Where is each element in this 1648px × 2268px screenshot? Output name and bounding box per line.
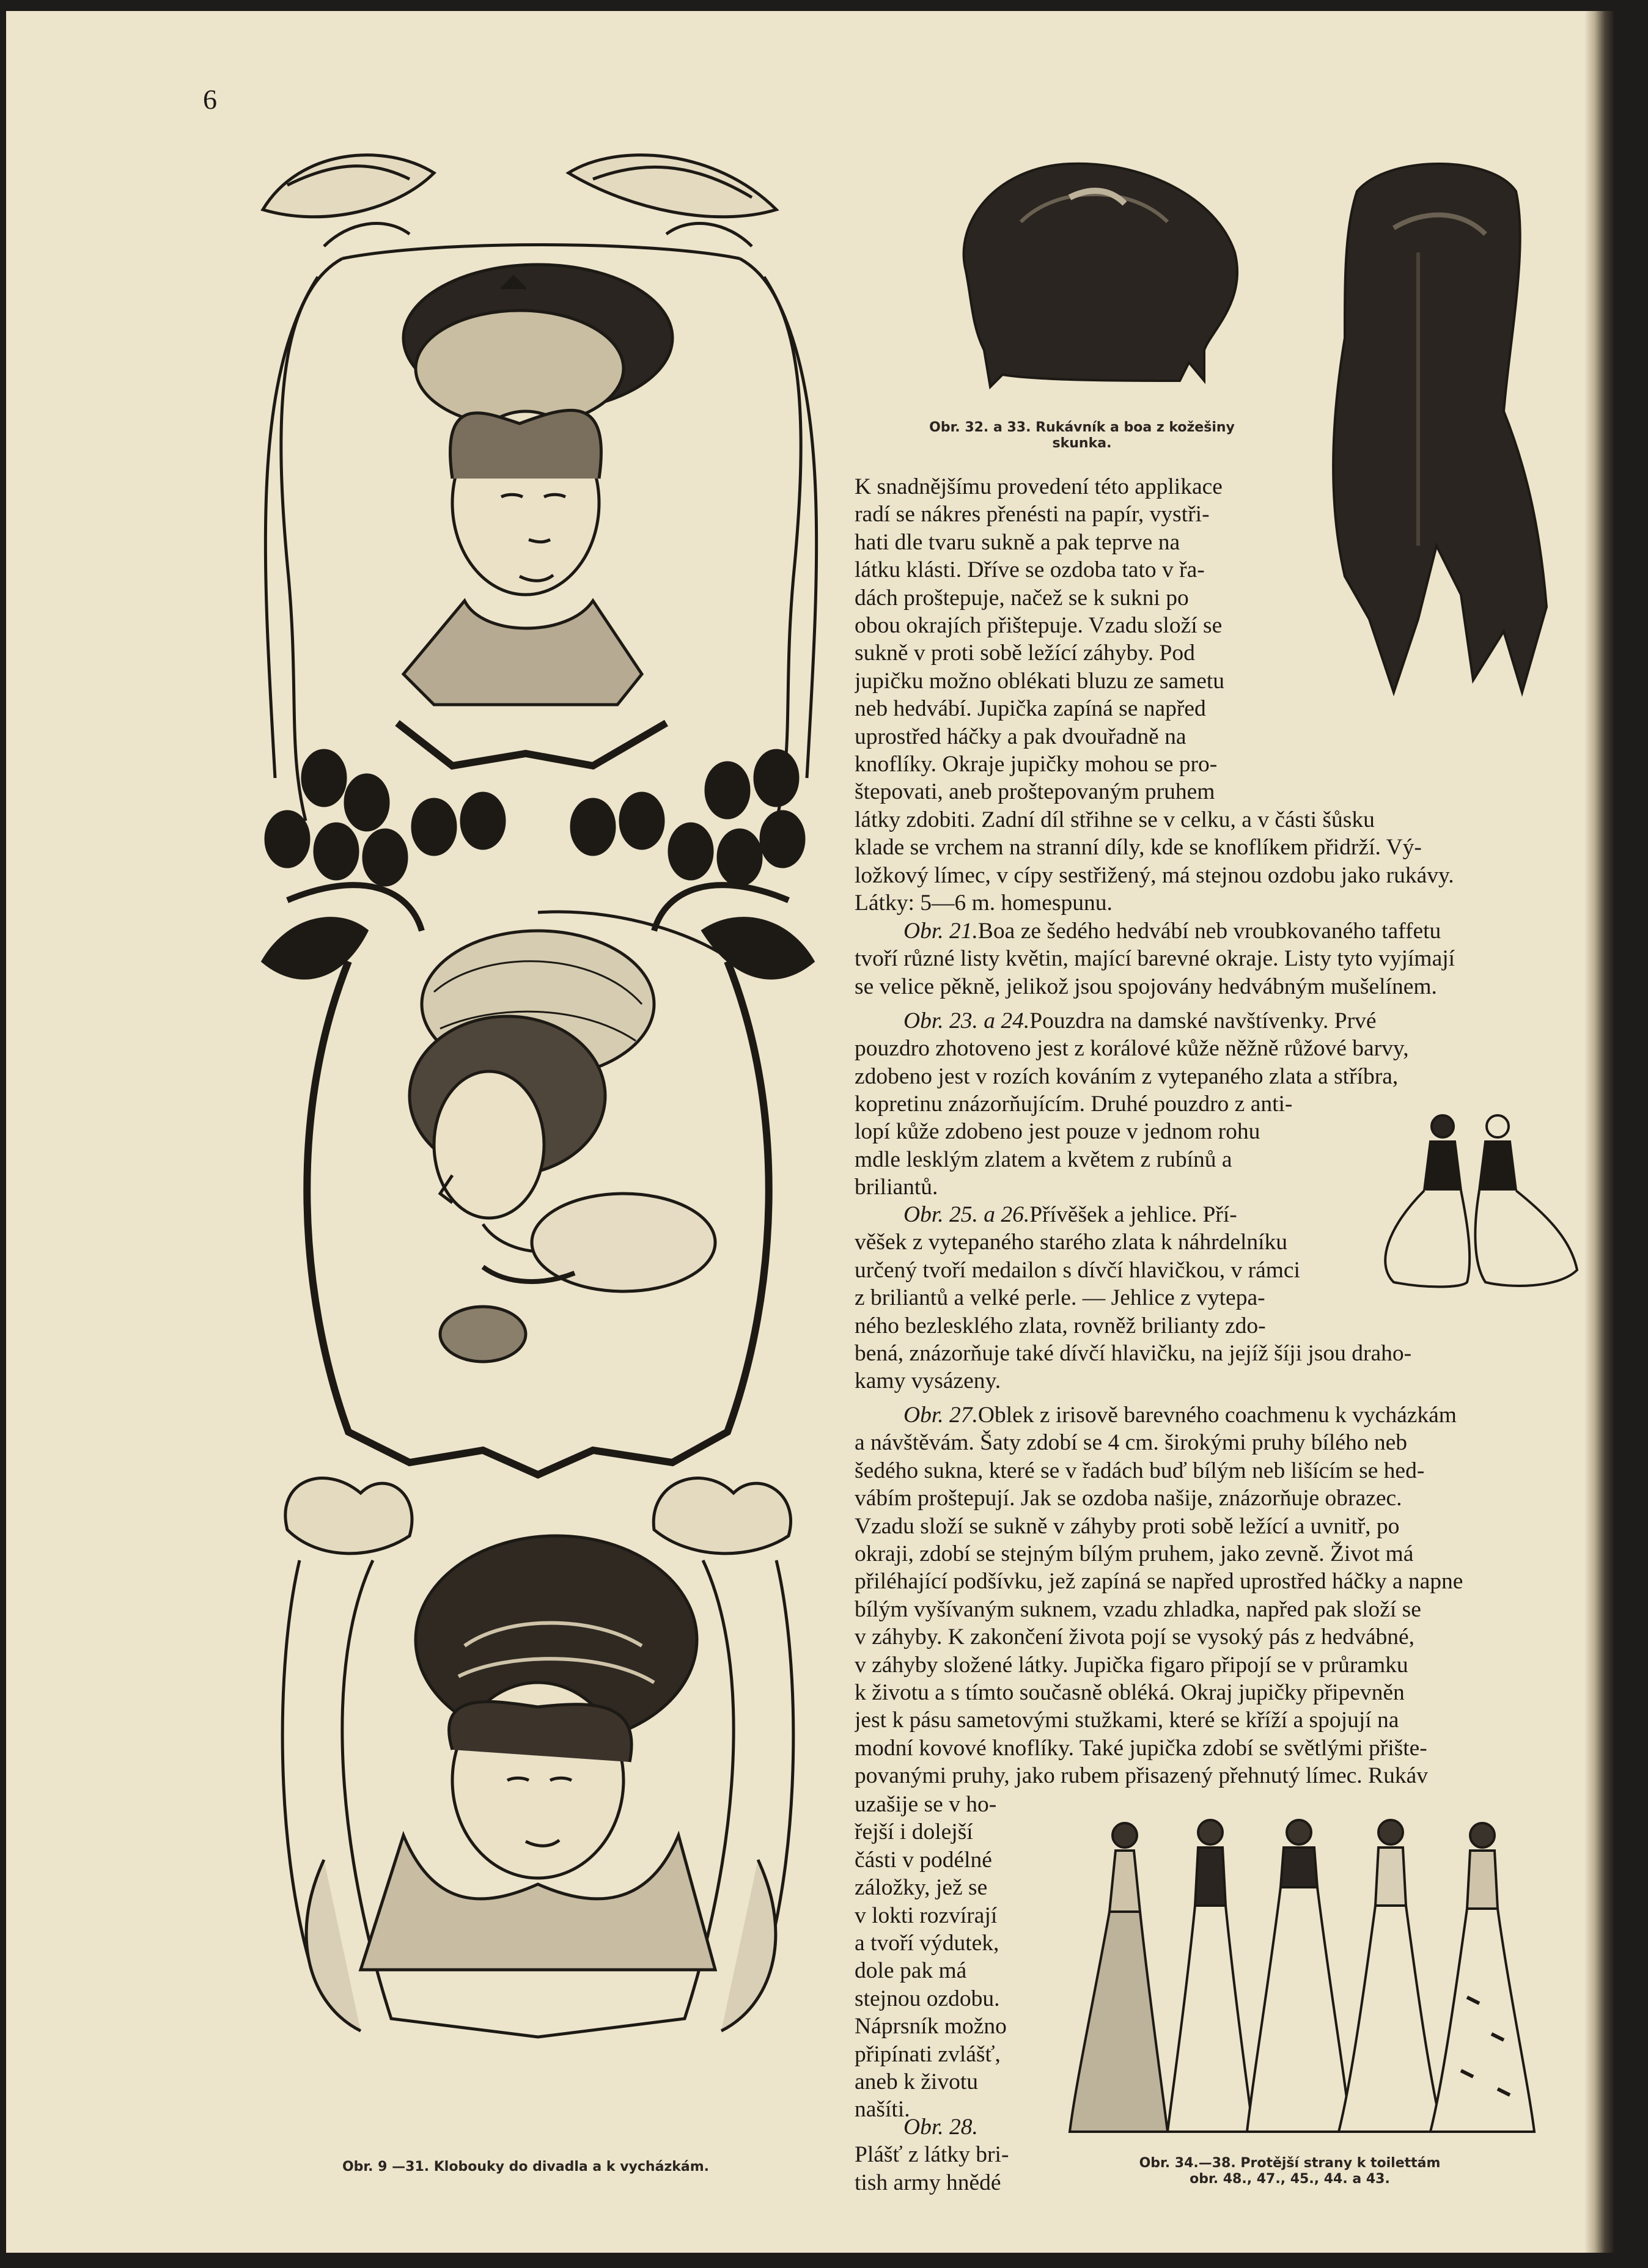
text-line: v lokti rozvírají — [855, 1903, 998, 1928]
text-line: briliantů. — [855, 1175, 938, 1200]
text-line: kamy vysázeny. — [855, 1368, 1001, 1394]
text-line: mdle lesklým zlatem a květem z rubínů a — [855, 1147, 1232, 1172]
text-line: aneb k životu — [855, 2069, 979, 2094]
text-line: a návštěvám. Šaty zdobí se 4 cm. širokými pruhy bílého neb — [855, 1430, 1407, 1456]
text-line: štepovati, aneb proštepovaným pruhem — [855, 779, 1215, 805]
text-line: záložky, jež se — [855, 1875, 988, 1901]
caption-furs-line1: Obr. 32. a 33. Rukávník a boa z kožešiny — [929, 420, 1235, 435]
text-line: ného bezleskléhо zlata, rovněž brilianty zdo- — [855, 1313, 1266, 1338]
dress-figure-3 — [1247, 1820, 1351, 2132]
text-line — [855, 1201, 1350, 1228]
text-line — [855, 917, 1542, 945]
text-line: lopí kůže zdobeno jest pouze v jednom rohu — [855, 1119, 1260, 1145]
text-line: obou okrajích přištepuje. Vzadu složí se — [855, 612, 1223, 638]
text-line: k životu a s tímto současně obléká. Okraj jupičky připevněn — [855, 1679, 1405, 1705]
text-line: v záhyby. K zakončení života pojí se vysoký pás z hedvábné, — [855, 1624, 1415, 1650]
text-line: dole pak má — [855, 1958, 967, 1984]
magazine-page — [6, 11, 1614, 2253]
article-paragraph-rukav — [855, 1791, 1015, 2124]
text-fragment: Boa ze šedého hedvábí neb vroubkovaného taffetu — [977, 919, 1441, 944]
caption-dresses-line1: Obr. 34.—38. Protější strany k toilettám — [1139, 2156, 1441, 2171]
article-paragraph-pouzdro — [855, 1090, 1350, 1202]
text-line: Vzadu složí se sukně v záhyby proti sobě ležící a uvnitř, po — [855, 1513, 1400, 1539]
dress-figure-1 — [1070, 1823, 1168, 2132]
text-line: látku klásti. Dříve se ozdoba tato v řa- — [855, 557, 1205, 583]
text-line: tish army hnědé — [855, 2170, 1001, 2195]
text-line: našíti. — [855, 2097, 910, 2123]
text-line: kopretinu znázorňujícím. Druhé pouzdro z anti- — [855, 1092, 1293, 1117]
two-women-illustration — [1375, 1105, 1589, 1294]
article-paragraph-obr-28 — [855, 2113, 1015, 2196]
text-line: zdobeno jest v rozích kováním z vytepaného zlata a stříbra, — [855, 1063, 1399, 1089]
text-line: bená, znázorňuje také dívčí hlavičku, na jejíž šíji jsou draho- — [855, 1341, 1412, 1366]
text-line: dách proštepuje, načež se k sukni po — [855, 585, 1189, 611]
dress-figure-4 — [1339, 1820, 1443, 2132]
text-line: připínati zvlášť, — [855, 2041, 1001, 2067]
text-line: Plášť z látky bri- — [855, 2142, 1009, 2168]
dress-figure-2 — [1168, 1820, 1253, 2132]
text-fragment: Pouzdra na damské navštívenky. Prvé — [1029, 1008, 1377, 1033]
text-line: stejnou ozdobu. — [855, 1986, 1000, 2011]
article-paragraph-applikace — [855, 473, 1285, 806]
text-line: šedého sukna, které se v řadách buď bílým neb lišícím se hed- — [855, 1458, 1425, 1483]
text-line — [855, 1401, 1542, 1429]
article-paragraph-zadni-dil — [855, 806, 1542, 917]
muff-illustration — [947, 149, 1247, 393]
page-number: 6 — [203, 84, 217, 115]
article-paragraph-obr-21 — [855, 917, 1542, 1000]
figure-ref-25-26: Obr. 25. a 26. — [903, 1202, 1030, 1227]
text-line: modní kovové knoflíky. Také jupička zdobí se světlými přište- — [855, 1735, 1427, 1761]
text-fragment: Přívěšek a jehlice. Pří- — [1029, 1202, 1237, 1227]
figure-ref-27: Obr. 27. — [903, 1403, 978, 1428]
article-paragraph-obr-25-26 — [855, 1201, 1350, 1340]
text-line: v záhyby složené látky. Jupička figaro připojí se v průramku — [855, 1652, 1408, 1678]
hats-illustration — [251, 136, 831, 2147]
article-paragraph-obr-23-24 — [855, 1007, 1542, 1090]
text-line — [855, 2113, 1015, 2141]
text-line: neb hedvábí. Jupička zapíná se napřed — [855, 696, 1206, 722]
text-line: Náprsník možno — [855, 2014, 1007, 2039]
text-line: hati dle tvaru sukně a pak teprve na — [855, 529, 1180, 555]
text-line: se velice pěkně, jelikož jsou spojovány hedvábným mušelínem. — [855, 974, 1437, 999]
text-fragment: Oblek z irisově barevného coachmenu k vycházkám — [977, 1403, 1457, 1428]
text-line: části v podélné — [855, 1847, 992, 1873]
text-line: uprostřed háčky a pak dvouřadně na — [855, 724, 1186, 749]
text-line: uzašije se v ho- — [855, 1792, 997, 1817]
caption-furs-line2: skunka. — [1052, 436, 1112, 451]
dress-figure-5 — [1430, 1823, 1534, 2132]
text-line: z briliantů a velké perle. — Jehlice z vytepa- — [855, 1285, 1265, 1311]
text-line: látky zdobiti. Zadní díl střihne se v celku, a v části šůsku — [855, 807, 1375, 832]
text-line: klade se vrchem na stranní díly, kde se knoflíkem přidrží. Vý- — [855, 835, 1422, 861]
text-line: K snadnějšímu provedení této applikace — [855, 474, 1223, 499]
figure-ref-21: Obr. 21. — [903, 919, 978, 944]
dresses-illustration — [1064, 1814, 1540, 2156]
text-line: řejší i dolejší — [855, 1819, 973, 1845]
boa-illustration — [1320, 155, 1559, 735]
text-line: radí se nákres přenésti na papír, vystři- — [855, 502, 1210, 527]
text-line: přiléhající podšívku, jež zapíná se napřed uprostřed háčky a napne — [855, 1569, 1463, 1595]
text-line: jest k pásu sametovými stužkami, které se kříží a spojují na — [855, 1708, 1399, 1733]
text-line: vábím proštepují. Jak se ozdoba našije, znázorňuje obrazec. — [855, 1486, 1402, 1511]
text-line: pouzdro zhotoveno jest z korálové kůže něžně růžové barvy, — [855, 1036, 1409, 1062]
text-line: a tvoří výdutek, — [855, 1930, 999, 1956]
caption-hats: Obr. 9 —31. Klobouky do divadla a k vycházkám. — [342, 2159, 709, 2174]
figure-ref-28: Obr. 28. — [903, 2115, 978, 2140]
caption-dresses-line2: obr. 48., 47., 45., 44. a 43. — [1190, 2171, 1390, 2187]
article-paragraph-obr-27 — [855, 1401, 1542, 1789]
text-line: bílým vyšívaným suknem, vzadu zhladka, napřed pak složí se — [855, 1596, 1421, 1622]
text-line: okraji, zdobí se stejným bílým pruhem, jako zevně. Život má — [855, 1541, 1414, 1566]
text-line — [855, 1007, 1542, 1035]
text-line: Látky: 5—6 m. homespunu. — [855, 890, 1113, 916]
figure-ref-23-24: Obr. 23. a 24. — [903, 1008, 1030, 1033]
text-line: knoflíky. Okraje jupičky mohou se pro- — [855, 751, 1218, 777]
article-paragraph-jehlice — [855, 1340, 1542, 1395]
text-line: povanými pruhy, jako rubem přisazený přehnutý límec. Rukáv — [855, 1763, 1428, 1789]
text-line: tvoří různé listy květin, mající barevné okraje. Listy tyto vyjímají — [855, 946, 1455, 972]
text-line: sukně v proti sobě ležící záhyby. Pod — [855, 640, 1195, 666]
text-line: ložkový límec, v cípy sestřižený, má stejnou ozdobu jako rukávy. — [855, 862, 1454, 888]
text-line: určený tvoří medailon s dívčí hlavičkou, v rámci — [855, 1257, 1300, 1283]
text-line: jupičku možno oblékati bluzu ze sametu — [855, 668, 1225, 694]
text-line: věšek z vytepaného starého zlata k náhrdelníku — [855, 1230, 1288, 1255]
